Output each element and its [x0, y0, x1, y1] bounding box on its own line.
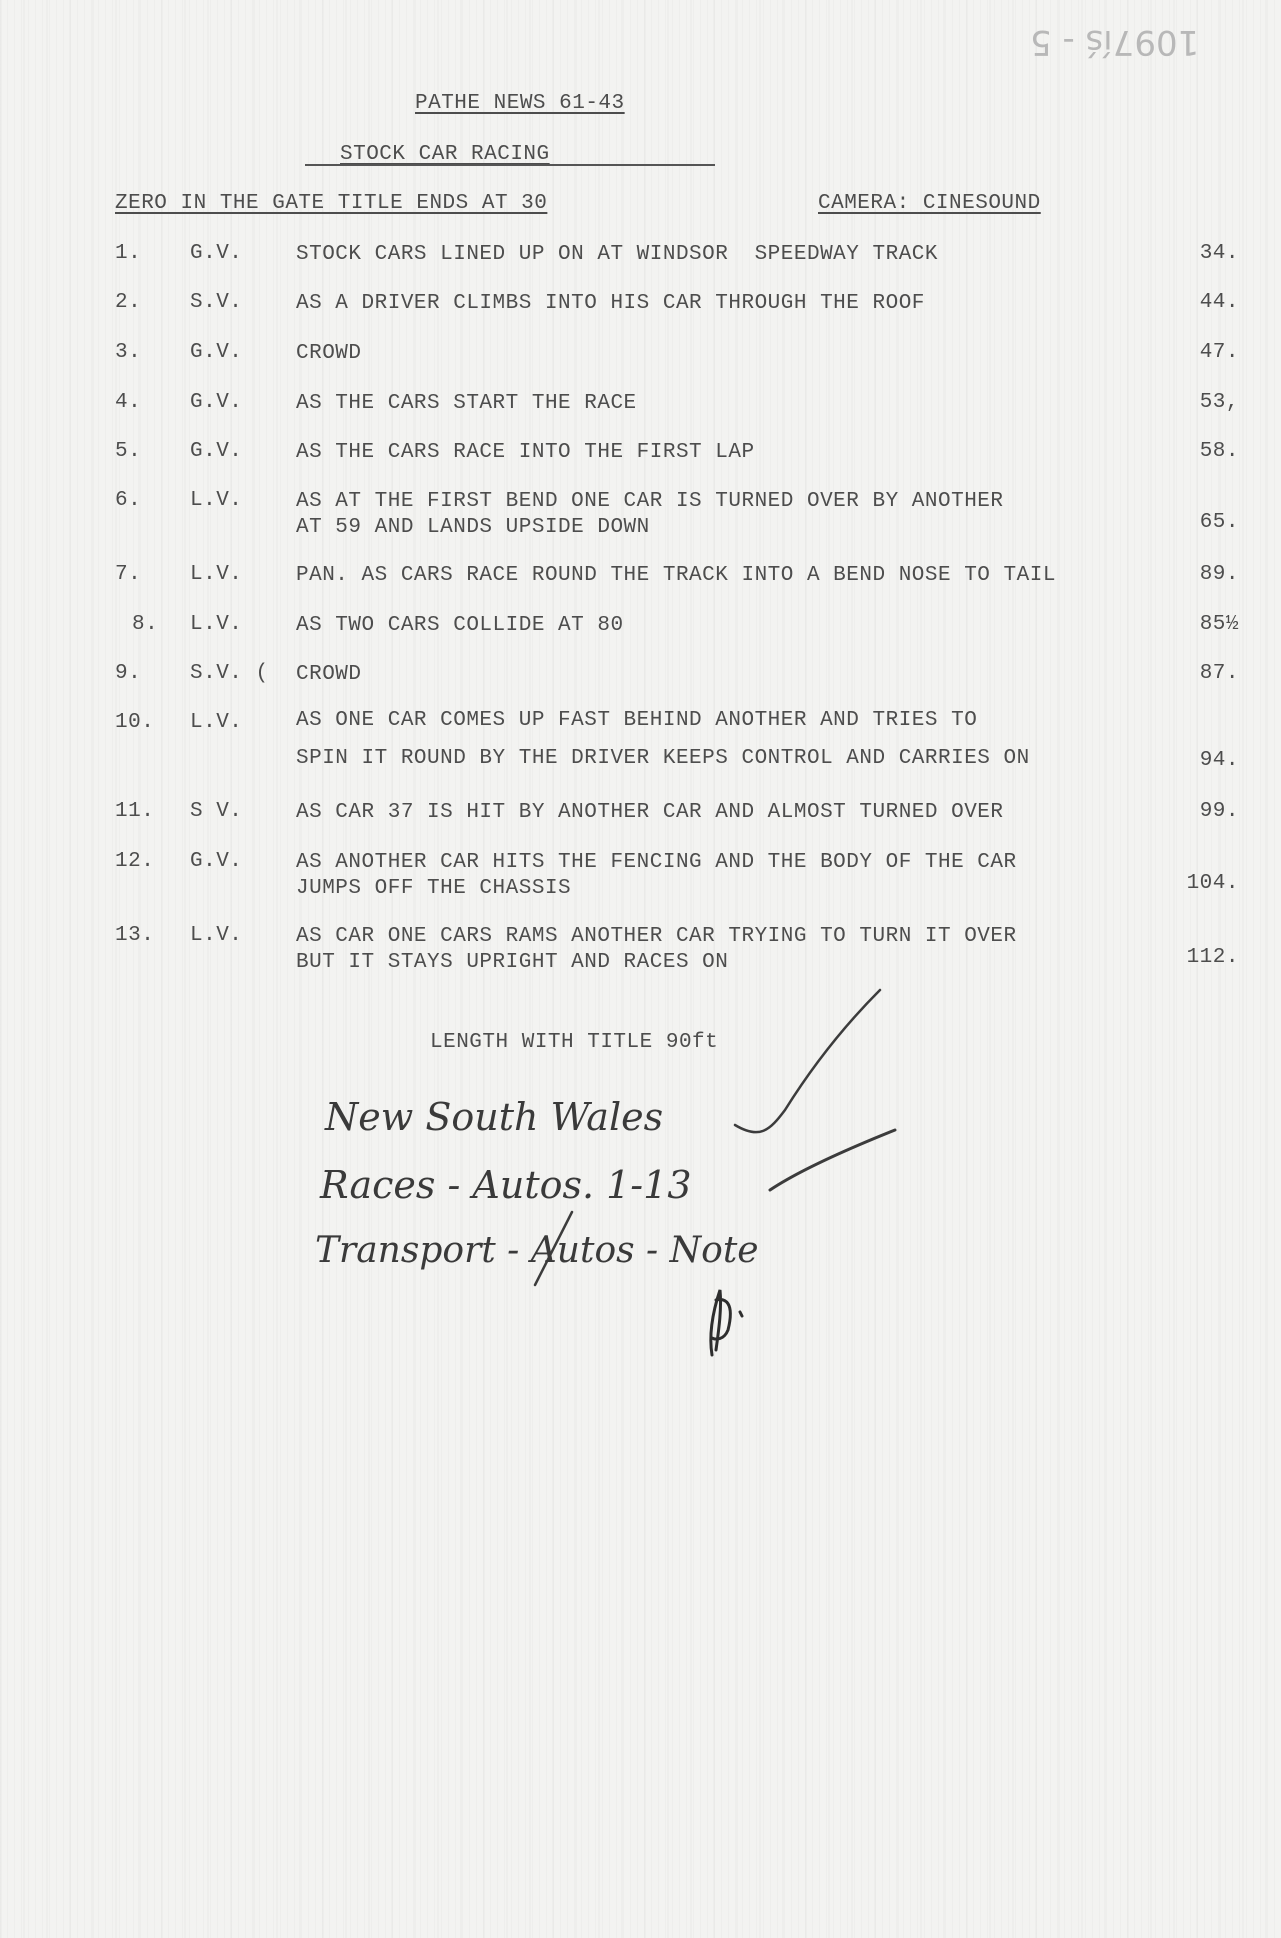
shot-description: CROWD — [296, 663, 362, 686]
shot-number: 2. — [115, 291, 142, 314]
tick-mark-2 — [770, 1130, 895, 1190]
shot-number: 8. — [132, 613, 159, 636]
shot-description: AS ONE CAR COMES UP FAST BEHIND ANOTHER AND TRIES TO SPIN IT ROUND BY THE DRIVER KEEPS CONTROL AND CARRIES ON — [296, 709, 1030, 770]
handwritten-line-3: Transport - Autos - Note — [315, 1230, 759, 1271]
shot-view: G.V. — [190, 440, 243, 463]
shot-footage: 53, — [1199, 391, 1239, 414]
shot-footage: 87. — [1199, 662, 1239, 685]
shot-footage: 94. — [1199, 749, 1239, 772]
shot-number: 9. — [115, 662, 142, 685]
shot-number: 11. — [115, 800, 155, 823]
shot-number: 13. — [115, 924, 155, 947]
shot-description: AS TWO CARS COLLIDE AT 80 — [296, 614, 624, 637]
shot-footage: 112. — [1186, 946, 1239, 969]
shot-number: 12. — [115, 850, 155, 873]
initials-signature — [711, 1290, 742, 1355]
shot-view: L.V. — [190, 489, 243, 512]
shot-footage: 58. — [1199, 440, 1239, 463]
shot-number: 10. — [115, 711, 155, 734]
shot-description: AS THE CARS RACE INTO THE FIRST LAP — [296, 441, 755, 464]
shot-number: 6. — [115, 489, 142, 512]
handwritten-line-2: Races - Autos. 1-13 — [320, 1163, 692, 1207]
archive-code: 1097íś - 5 — [1030, 22, 1200, 62]
shot-description: AS THE CARS START THE RACE — [296, 392, 637, 415]
shot-footage: 44. — [1199, 291, 1239, 314]
shot-footage: 47. — [1199, 341, 1239, 364]
shot-view: S V. — [190, 800, 243, 823]
length-note: LENGTH WITH TITLE 90ft — [430, 1031, 719, 1054]
shot-view: S.V. ( — [190, 662, 269, 685]
handwritten-line-1: New South Wales — [325, 1095, 664, 1139]
shot-description: CROWD — [296, 342, 362, 365]
shot-footage: 65. — [1199, 511, 1239, 534]
shot-view: G.V. — [190, 242, 243, 265]
shot-view: L.V. — [190, 563, 243, 586]
shot-number: 4. — [115, 391, 142, 414]
shot-number: 3. — [115, 341, 142, 364]
camera-credit: CAMERA: CINESOUND — [818, 192, 1041, 215]
shot-description: STOCK CARS LINED UP ON AT WINDSOR SPEEDWAY TRACK — [296, 243, 939, 266]
tick-mark-1 — [735, 990, 880, 1132]
shot-view: G.V. — [190, 850, 243, 873]
shot-view: L.V. — [190, 711, 243, 734]
shot-number: 5. — [115, 440, 142, 463]
shot-view: L.V. — [190, 924, 243, 947]
zero-gate-line: ZERO IN THE GATE TITLE ENDS AT 30 — [115, 192, 548, 215]
shot-description: AS CAR 37 IS HIT BY ANOTHER CAR AND ALMOST TURNED OVER — [296, 801, 1004, 824]
shot-footage: 34. — [1199, 242, 1239, 265]
shot-footage: 89. — [1199, 563, 1239, 586]
shot-footage: 99. — [1199, 800, 1239, 823]
shot-view: L.V. — [190, 613, 243, 636]
document-subtitle: STOCK CAR RACING — [340, 143, 550, 166]
shot-number: 7. — [115, 563, 142, 586]
shot-view: G.V. — [190, 341, 243, 364]
shot-description: AS ANOTHER CAR HITS THE FENCING AND THE BODY OF THE CAR JUMPS OFF THE CHASSIS — [296, 851, 1017, 900]
shot-footage: 85½ — [1199, 613, 1239, 636]
shot-description: AS A DRIVER CLIMBS INTO HIS CAR THROUGH THE ROOF — [296, 292, 925, 315]
document-title: PATHE NEWS 61-43 — [415, 92, 625, 115]
shot-footage: 104. — [1186, 872, 1239, 895]
shot-number: 1. — [115, 242, 142, 265]
shot-view: G.V. — [190, 391, 243, 414]
shot-description: AS AT THE FIRST BEND ONE CAR IS TURNED OVER BY ANOTHER AT 59 AND LANDS UPSIDE DOWN — [296, 490, 1004, 539]
shot-view: S.V. — [190, 291, 243, 314]
shot-description: PAN. AS CARS RACE ROUND THE TRACK INTO A BEND NOSE TO TAIL — [296, 564, 1056, 587]
shot-description: AS CAR ONE CARS RAMS ANOTHER CAR TRYING TO TURN IT OVER BUT IT STAYS UPRIGHT AND RACES ON — [296, 925, 1017, 974]
